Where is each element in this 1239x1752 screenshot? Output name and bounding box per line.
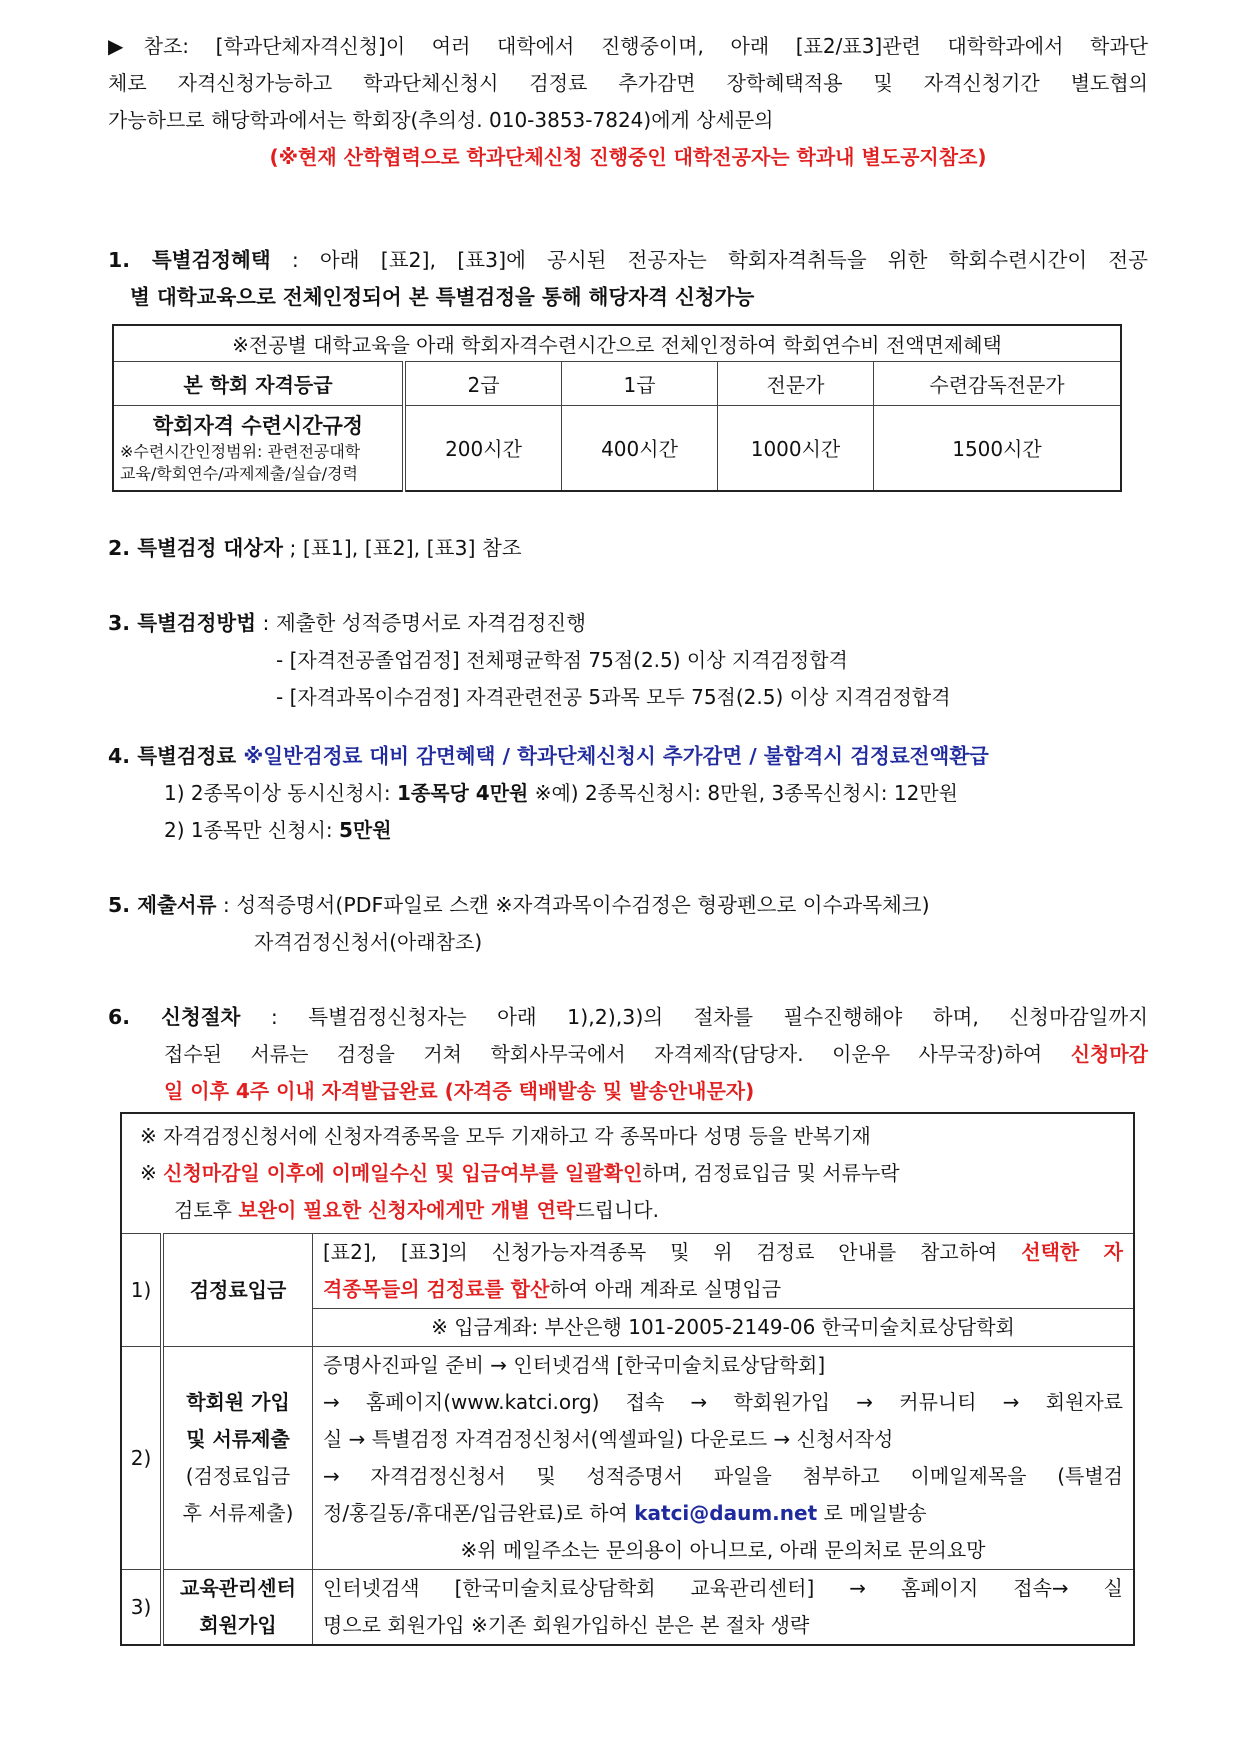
section-4 — [108, 738, 1148, 775]
procedure-notes — [121, 1113, 1134, 1234]
step-1-highlight-1: 선택한 자 — [1021, 1240, 1123, 1264]
section-4-title: 4. 특별검정료 — [108, 744, 237, 768]
step-1-label: 검정료입금 — [162, 1234, 313, 1347]
hours-cell: 1000시간 — [718, 405, 874, 491]
section-6-line-2 — [108, 1036, 1148, 1073]
hours-range-note-2: 교육/학회연수/과제제출/실습/경력 — [120, 463, 358, 483]
hours-range-note-1: ※수련시간인정범위: 관련전공대학 — [120, 441, 361, 461]
hours-cell: 1500시간 — [874, 405, 1122, 491]
grade-row-label: 본 학회 자격등급 — [113, 361, 404, 405]
procedure-note-1: ※ 자격검정신청서에 신청자격종목을 모두 기재하고 각 종목마다 성명 등을 반복기재 — [140, 1124, 871, 1148]
section-2-text: ; [표1], [표2], [표3] 참조 — [282, 536, 522, 560]
step-2-number: 2) — [121, 1347, 162, 1570]
section-5-text-2: 자격검정신청서(아래참조) — [254, 930, 483, 954]
section-2 — [108, 530, 1148, 567]
step-2-label-1: 학회원 가입 — [186, 1390, 290, 1414]
step-1-number: 1) — [121, 1234, 162, 1347]
step-2-text: 정/홍길동/휴대폰/입금완료)로 하여 — [323, 1501, 635, 1525]
section-4-item-1 — [108, 775, 1148, 812]
intro-line-1: ▶참조: [학과단체자격신청]이 여러 대학에서 진행중이며, 아래 [표2/표3]관련 대학학과에서 학과단 — [108, 34, 1148, 58]
step-2-body — [313, 1347, 1135, 1570]
note-2-prefix: ※ — [140, 1161, 164, 1185]
note-2-text: 하며, 검정료입금 및 서류누락 — [642, 1161, 900, 1185]
section-2-title: 2. 특별검정 대상자 — [108, 536, 283, 560]
section-3-item-1: - [자격전공졸업검정] 전체평균학점 75점(2.5) 이상 지격검정합격 — [276, 648, 848, 672]
step-2-label — [162, 1347, 313, 1570]
fee-item-1-amount: 1종목당 4만원 — [396, 781, 529, 805]
note-2-highlight: 신청마감일 이후에 이메일수신 및 입금여부를 일괄확인 — [163, 1161, 643, 1185]
hours-cell: 200시간 — [404, 405, 562, 491]
step-3-label-2: 회원가입 — [199, 1613, 277, 1637]
email-link[interactable]: katci@daum.net — [634, 1501, 818, 1525]
step-2-label-2: 및 서류제출 — [186, 1427, 290, 1451]
section-1-line-1 — [108, 242, 1148, 279]
grade-cell: 수련감독전문가 — [874, 361, 1122, 405]
section-6-line-1 — [108, 999, 1148, 1036]
step-1-text: [표2], [표3]의 신청가능자격종목 및 위 검정료 안내를 참고하여 — [323, 1240, 1022, 1264]
step-1-highlight-2: 격종목들의 검정료를 합산 — [323, 1277, 550, 1301]
step-2-line-4: → 자격검정신청서 및 성적증명서 파일을 첨부하고 이메일제목을 (특별검 — [323, 1464, 1123, 1488]
training-hours-table — [112, 324, 1122, 492]
step-2-line-3: 실 → 특별검정 자격검정신청서(엑셀파일) 다운로드 → 신청서작성 — [323, 1427, 894, 1451]
section-5 — [108, 887, 1148, 924]
step-3-line-2: 명으로 회원가입 ※기존 회원가입하신 분은 본 절차 생략 — [323, 1613, 810, 1637]
section-6-title: 6. 신청절차 — [108, 1005, 241, 1029]
section-3-item-2: - [자격과목이수검정] 자격관련전공 5과목 모두 75점(2.5) 이상 지격검정합격 — [276, 685, 951, 709]
section-3-title: 3. 특별검정방법 — [108, 611, 257, 635]
note-3-highlight: 보완이 필요한 신청자에게만 개별 연락 — [238, 1198, 576, 1222]
section-4-item-2 — [108, 812, 1148, 849]
grade-cell: 1급 — [562, 361, 718, 405]
section-6-text-2: 접수된 서류는 검정을 거쳐 학회사무국에서 자격제작(담당자. 이운우 사무국장)하여 — [164, 1042, 1071, 1066]
step-3-label-1: 교육관리센터 — [180, 1576, 296, 1600]
section-1-title: 1. 특별검정혜택 — [108, 248, 271, 272]
document-page — [108, 28, 1148, 1646]
section-6-text-3: 일 이후 4주 이내 자격발급완료 (자격증 택배발송 및 발송안내문자) — [164, 1079, 755, 1103]
section-3-text: : 제출한 성적증명서로 자격검정진행 — [256, 611, 587, 635]
hours-row-label-cell — [113, 405, 404, 491]
step-1-line-2 — [323, 1271, 1123, 1308]
section-3 — [108, 605, 1148, 642]
procedure-table — [120, 1112, 1135, 1646]
intro-line-3: 가능하므로 해당학과에서는 학회장(추의성. 010-3853-7824)에게 상세문의 — [108, 108, 774, 132]
note-3-text: 검토후 — [174, 1198, 239, 1222]
step-3-label — [162, 1570, 313, 1646]
intro-line-2: 체로 자격신청가능하고 학과단체신청시 검정료 추가감면 장학혜택적용 및 자격신청기간 별도협의 — [108, 71, 1148, 95]
grade-cell: 2급 — [404, 361, 562, 405]
intro-notice: (※현재 산학협력으로 학과단체신청 진행중인 대학전공자는 학과내 별도공지참조) — [269, 145, 987, 169]
hours-cell: 400시간 — [562, 405, 718, 491]
section-4-highlight: ※일반검정료 대비 감면혜택 / 학과단체신청시 추가감면 / 불합격시 검정료전액환급 — [236, 744, 989, 768]
hours-row-label: 학회자격 수련시간규정 — [152, 413, 364, 438]
bank-account: ※ 입금계좌: 부산은행 101-2005-2149-06 한국미술치료상담학회 — [313, 1309, 1135, 1347]
fee-item-2-amount: 5만원 — [338, 818, 392, 842]
step-3-number: 3) — [121, 1570, 162, 1646]
procedure-note-2 — [140, 1155, 1115, 1192]
step-3-line-1: 인터넷검색 [한국미술치료상담학회 교육관리센터] → 홈페이지 접속→ 실 — [323, 1576, 1123, 1600]
table-header-note: ※전공별 대학교육을 아래 학회자격수련시간으로 전체인정하여 학회연수비 전액면제혜택 — [113, 325, 1121, 361]
grade-cell: 전문가 — [718, 361, 874, 405]
step-1-line-1 — [323, 1234, 1123, 1271]
step-3-body — [313, 1570, 1135, 1646]
step-2-label-3: (검정료입금 — [185, 1464, 291, 1488]
section-1-text-1: : 아래 [표2], [표3]에 공시된 전공자는 학회자격취득을 위한 학회수련시간이 전공 — [270, 248, 1148, 272]
section-5-title: 5. 제출서류 — [108, 893, 217, 917]
step-2-line-1: 증명사진파일 준비 → 인터넷검색 [한국미술치료상담학회] — [323, 1353, 826, 1377]
step-1-body — [313, 1234, 1135, 1309]
fee-item-1-text: 1) 2종목이상 동시신청시: — [164, 781, 397, 805]
step-2-line-5 — [323, 1495, 1123, 1532]
note-3-suffix: 드립니다. — [575, 1198, 659, 1222]
section-1-text-2: 별 대학교육으로 전체인정되어 본 특별검정을 통해 해당자격 신청가능 — [130, 285, 755, 309]
step-2-line-2: → 홈페이지(www.katci.org) 접속 → 학회원가입 → 커뮤니티 → 회원자료 — [323, 1390, 1123, 1414]
step-1-text-2: 하여 아래 계좌로 실명입금 — [549, 1277, 782, 1301]
fee-item-1-example: ※예) 2종목신청시: 8만원, 3종목신청시: 12만원 — [528, 781, 958, 805]
step-2-line-6: ※위 메일주소는 문의용이 아니므로, 아래 문의처로 문의요망 — [460, 1538, 986, 1562]
procedure-note-3 — [140, 1192, 1115, 1229]
section-6-text-1: : 특별검정신청자는 아래 1),2),3)의 절차를 필수진행해야 하며, 신청마감일까지 — [240, 1005, 1148, 1029]
section-6-deadline: 신청마감 — [1070, 1042, 1148, 1066]
fee-item-2-text: 2) 1종목만 신청시: — [164, 818, 339, 842]
step-2-label-4: 후 서류제출) — [182, 1501, 294, 1525]
step-2-text-2: 로 메일발송 — [817, 1501, 927, 1525]
section-5-text-1: : 성적증명서(PDF파일로 스캔 ※자격과목이수검정은 형광펜으로 이수과목체크) — [216, 893, 930, 917]
